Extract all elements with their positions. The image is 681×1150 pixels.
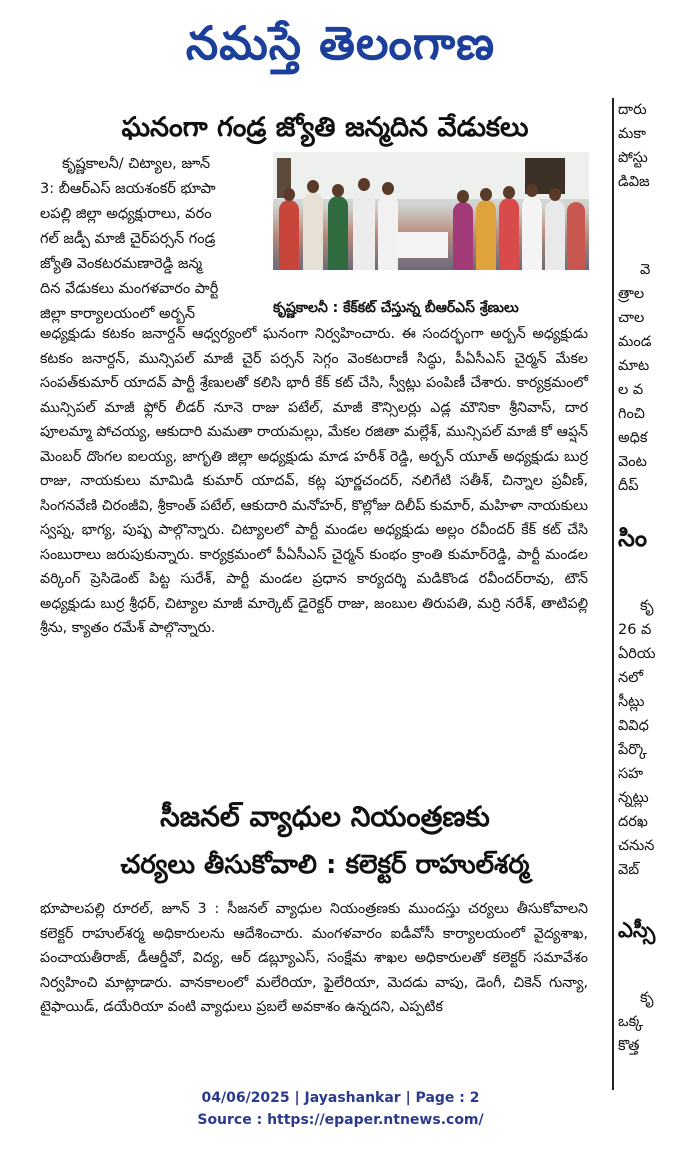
article2-headline-line2: చర్యలు తీసుకోవాలి : కలెక్టర్ రాహుల్‌శర్మ [120, 850, 530, 880]
right-line: నలో [618, 670, 644, 686]
right-line: దారు [618, 102, 647, 118]
right-subhead: సిం [618, 524, 648, 552]
right-line: ఒక్క [618, 1014, 644, 1030]
right-line: మకా [618, 126, 646, 142]
right-line: మండ [618, 334, 652, 350]
right-line: న్నట్లు [618, 790, 649, 806]
right-line: వెబ్ [618, 862, 640, 878]
right-line: సీట్లు [618, 694, 645, 710]
article1-headline: ఘనంగా గండ్ర జ్యోతి జన్మదిన వేడుకలు [121, 112, 529, 143]
intro-line: లపల్లి జిల్లా అధ్యక్షురాలు, వరం [40, 206, 212, 222]
right-line: పోస్టు [618, 150, 648, 166]
right-line: ఏరియ [618, 646, 656, 662]
intro-line: జ్యోతి వెంకటరమణారెడ్డి జన్మ [40, 256, 203, 272]
right-line: వివిధ [618, 718, 649, 734]
intro-line: గల్ జడ్పీ మాజీ చైర్‌పర్సన్ గండ్ర [40, 231, 216, 247]
intro-line: జిల్లా కార్యాలయంలో అర్బన్ [40, 306, 196, 322]
right-line: దరఖ [618, 814, 648, 830]
article2-headline-line1: సీజనల్ వ్యాధుల నియంత్రణకు [160, 800, 490, 833]
right-subhead: ఎస్సీ [618, 918, 656, 942]
article2-body: భూపాలపల్లి రూరల్, జూన్ 3 : సీజనల్ వ్యాధుల నియంత్రణకు ముందస్తు చర్యలు తీసుకోవాలని కలెక్టర్ రాహుల్‌శర్మ అధికారులను ఆదేశించారు. మంగళవారం ఐడీవోసీ కార్యాలయంలో వైద్యశాఖ, పంచాయతీరాజ్, డీఆర్డీవో, విద్య, ఆర్ డబ్ల్యూఎస్, సంక్షేమ శాఖల అధికారులతో కలెక్టర్ సమావేశం నిర్వహించి మాట్లాడారు. వానకాలంలో మలేరియా, ఫైలేరియా, మెదడు వాపు, డెంగీ, చికెన్ గున్యా, టైఫాయిడ్, డయేరియా వంటి వ్యాధులు ప్రబలే అవకాశం ఉన్నదని, ఎప్పటిక [40, 901, 588, 1015]
right-line: సహ [618, 766, 644, 782]
intro-line: 3: బీఆర్‌ఎస్ జయశంకర్ భూపా [40, 181, 216, 197]
right-line: వె [640, 262, 651, 278]
right-line: అధిక [618, 430, 648, 446]
right-line: 26 వ [618, 622, 652, 638]
photo-caption: కృష్ణకాలనీ : కేక్‌కట్ చేస్తున్న బీఆర్‌ఎస్ శ్రేణులు [273, 300, 519, 316]
article1-photo [273, 152, 589, 270]
right-column [618, 98, 681, 1090]
right-line: వెంట [618, 454, 647, 470]
right-line: కొత్త [618, 1038, 640, 1054]
right-line: మాట [618, 358, 650, 374]
intro-line: దిన వేడుకలు మంగళవారం పార్టీ [40, 281, 219, 297]
footer-date-edition: 04/06/2025 | Jayashankar | Page : 2 [201, 1090, 480, 1106]
right-line: పేర్కొ [618, 742, 647, 758]
column-divider [612, 98, 614, 1090]
right-line: చనున [618, 838, 655, 854]
article1-body: అధ్యక్షుడు కటకం జనార్దన్ ఆధ్వర్యంలో ఘనంగా నిర్వహించారు. ఈ సందర్భంగా అర్బన్ అధ్యక్షుడు కటకం జనార్దన్, మున్సిపల్ మాజీ చైర్ పర్సన్ సెగ్గం వెంకటరాణీ సిద్ధు, పీఏసీఎస్ చైర్మన్ మేకల సంపత్‌కుమార్ యాదవ్ పార్టీ శ్రేణులతో కలిసి భారీ కేక్ కట్ చేసి, స్వీట్లు పంపిణీ చేశారు. కార్యక్రమంలో మున్సిపల్ మాజీ ఫ్లోర్ లీడర్ నూనె రాజు పటేల్, మాజీ కౌన్సిలర్లు ఎడ్ల మౌనికా శ్రీనివాస్, దార పూలమ్మా పోచయ్య, ఆకుదారి మమతా రాయమల్లు, మేకల రజితా మల్లేశ్, మున్సిపల్ మాజీ కో ఆప్షన్ మెంబర్ దొంగల ఐలయ్య, జాగృతి జిల్లా అధ్యక్షుడు మాడ హరీశ్ రెడ్డి, అర్బన్ యూత్ అధ్యక్షుడు బుర్ర రాజు, నాయకులు మామిడి కుమార్ యాదవ్, కట్ల పూర్ణచందర్, నలిగేటి సతీశ్, చిన్నాల ప్రవీణ్, సింగనవేణి చిరంజీవి, శ్రీకాంత్ పటేల్, ఆకుదారి మనోహర్, కొల్లోజు దిలీప్ కుమార్, మహిళా నాయకులు స్వప్న, భాగ్య, పుష్ప పాల్గొన్నారు. చిట్యాలలో పార్టీ మండల అధ్యక్షుడు అల్లం రవీందర్ కేక్ కట్ చేసి సంబురాలు జరుపుకున్నారు. కార్యక్రమంలో పీఏసీఎస్ చైర్మన్ కుంభం క్రాంతి కుమార్‌రెడ్డి, పార్టీ మండల వర్కింగ్ ప్రెసిడెంట్ పిట్ట సురేశ్, పార్టీ మండల ప్రధాన కార్యదర్శి మడికొండ రవీందర్‌రావు, టౌన్ అధ్యక్షుడు బుర్ర శ్రీధర్, చిట్యాల మాజీ మార్కెట్ డైరెక్టర్ రాజు, జంబుల తిరుపతి, మర్రి నరేశ్, తాటిపల్లి శ్రీను, క్యాతం రమేశ్ పాల్గొన్నారు. [40, 326, 588, 636]
masthead-title: నమస్తే తెలంగాణ [185, 16, 496, 70]
intro-line: కృష్ణకాలనీ/ చిట్యాల, జూన్ [62, 156, 211, 172]
right-line: ల వ [618, 382, 644, 398]
right-line: కృ [640, 990, 654, 1006]
right-line: చాల [618, 310, 645, 326]
right-line: డివిజ [618, 174, 650, 190]
right-line: త్రాల [618, 286, 645, 302]
right-line: గించి [618, 406, 645, 422]
right-line: దీప్ [618, 478, 639, 494]
footer-source: Source : https://epaper.ntnews.com/ [197, 1112, 484, 1128]
right-line: కృ [640, 598, 654, 614]
